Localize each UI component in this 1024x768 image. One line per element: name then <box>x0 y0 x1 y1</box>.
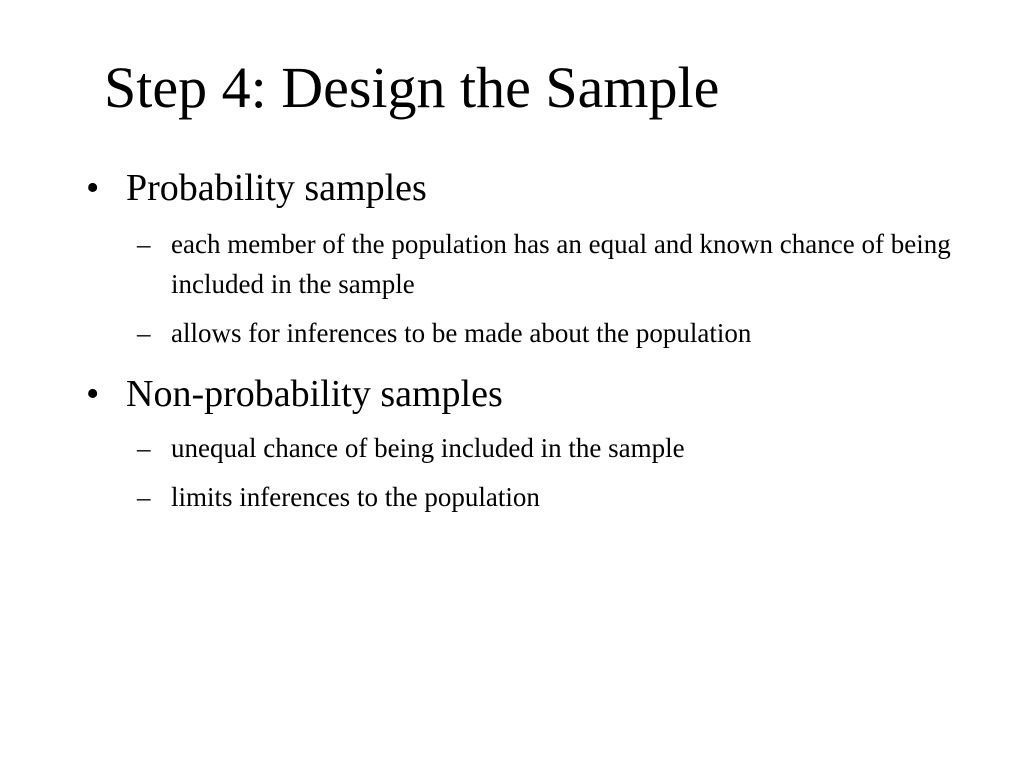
bullet-marker: • <box>86 373 100 415</box>
sub-bullet-unequal-chance <box>137 428 957 468</box>
bullet-text: Probability samples <box>126 167 427 209</box>
slide-title: Step 4: Design the Sample <box>104 55 720 120</box>
sub-bullet-marker: – <box>137 433 151 463</box>
sub-bullet-text: allows for inferences to be made about the population <box>171 318 752 348</box>
sub-bullet-equal-known-chance <box>137 224 957 304</box>
sub-bullet-allows-inferences <box>137 313 957 353</box>
sub-bullet-marker: – <box>137 482 151 512</box>
bullet-marker: • <box>86 167 100 209</box>
sub-bullet-text: limits inferences to the population <box>171 482 540 512</box>
bullet-text: Non-probability samples <box>126 373 503 415</box>
sub-bullet-text: each member of the population has an equal and known chance of being included in the sample <box>171 229 951 299</box>
sub-bullet-limits-inferences <box>137 477 957 517</box>
sub-bullet-marker: – <box>137 229 151 259</box>
sub-bullet-marker: – <box>137 318 151 348</box>
sub-bullet-text: unequal chance of being included in the sample <box>171 433 685 463</box>
